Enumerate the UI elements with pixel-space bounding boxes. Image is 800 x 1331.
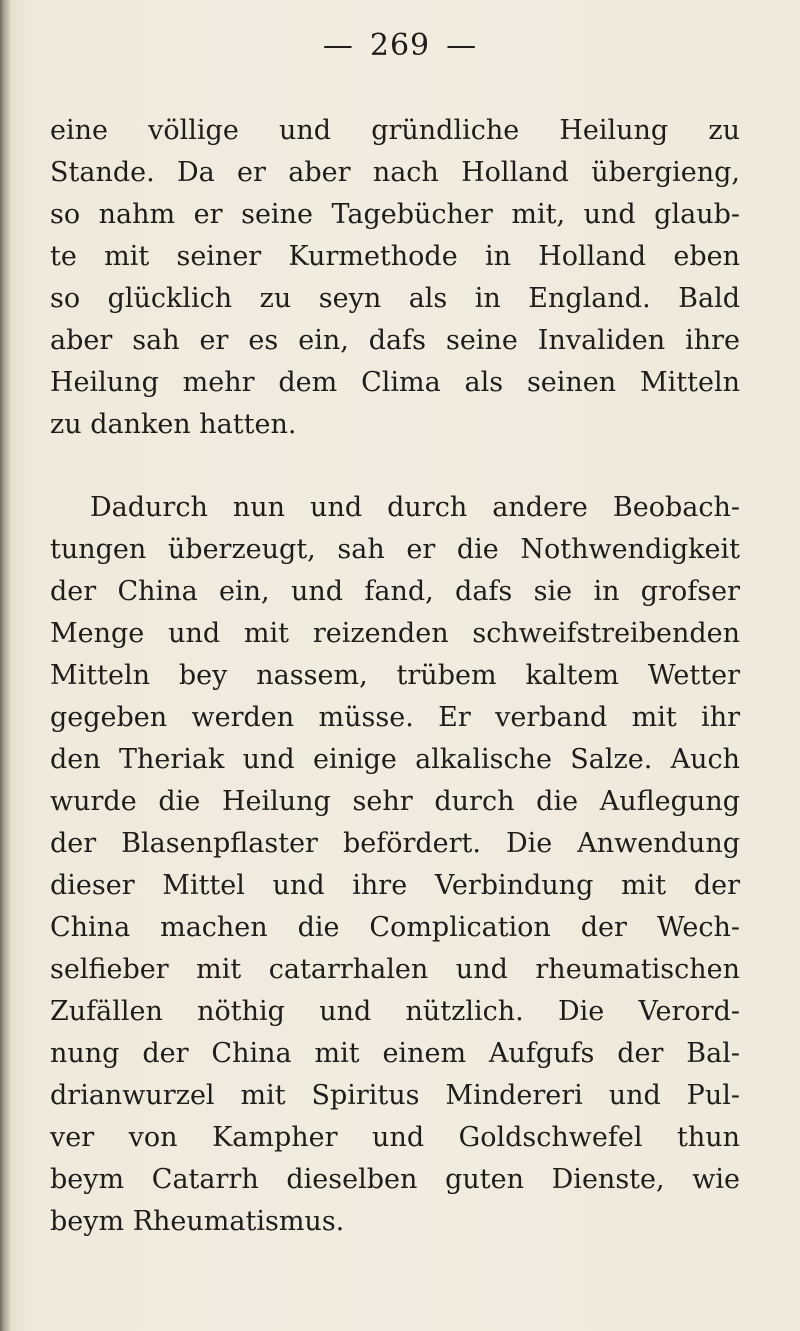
header-dash-right: — <box>446 28 478 63</box>
text-line: drianwurzel mit Spiritus Mindereri und Pul- <box>50 1080 740 1111</box>
text-line: te mit seiner Kurmethode in Holland eben <box>50 241 740 272</box>
paragraph-1 <box>50 110 740 446</box>
text-line: den Theriak und einige alkalische Salze. Auch <box>50 744 740 775</box>
paragraph-2 <box>50 487 740 1243</box>
text-line: der Blasenpflaster befördert. Die Anwendung <box>50 828 740 859</box>
text-line: dieser Mittel und ihre Verbindung mit der <box>50 870 740 901</box>
text-line: tungen überzeugt, sah er die Nothwendigkeit <box>50 534 740 565</box>
text-line: beym Rheumatismus. <box>50 1206 345 1237</box>
text-line: Mitteln bey nassem, trübem kaltem Wetter <box>50 660 740 691</box>
text-line: China machen die Complication der Wech- <box>50 912 740 943</box>
text-line: Menge und mit reizenden schweifstreibenden <box>50 618 740 649</box>
text-line: selfieber mit catarrhalen und rheumatischen <box>50 954 740 985</box>
text-line: ver von Kampher und Goldschwefel thun <box>50 1122 740 1153</box>
text-line: eine völlige und gründliche Heilung zu <box>50 115 740 146</box>
page-binding-edge <box>0 0 10 1331</box>
text-line: aber sah er es ein, dafs seine Invaliden ihre <box>50 325 740 356</box>
text-line: Heilung mehr dem Clima als seinen Mitteln <box>50 367 740 398</box>
text-line: der China ein, und fand, dafs sie in grofser <box>50 576 740 607</box>
page-header <box>0 28 800 63</box>
text-line: Zufällen nöthig und nützlich. Die Verord- <box>50 996 740 1027</box>
text-line: zu danken hatten. <box>50 409 297 440</box>
text-line: beym Catarrh dieselben guten Dienste, wie <box>50 1164 740 1195</box>
text-line: wurde die Heilung sehr durch die Auflegung <box>50 786 740 817</box>
text-line: Stande. Da er aber nach Holland übergieng, <box>50 157 740 188</box>
text-line: Dadurch nun und durch andere Beobach- <box>90 492 740 523</box>
text-line: gegeben werden müsse. Er verband mit ihr <box>50 702 740 733</box>
text-line: so glücklich zu seyn als in England. Bald <box>50 283 740 314</box>
text-line: so nahm er seine Tagebücher mit, und glaub- <box>50 199 740 230</box>
header-dash-left: — <box>322 28 354 63</box>
text-line: nung der China mit einem Aufgufs der Bal- <box>50 1038 740 1069</box>
page-number: 269 <box>369 28 431 63</box>
